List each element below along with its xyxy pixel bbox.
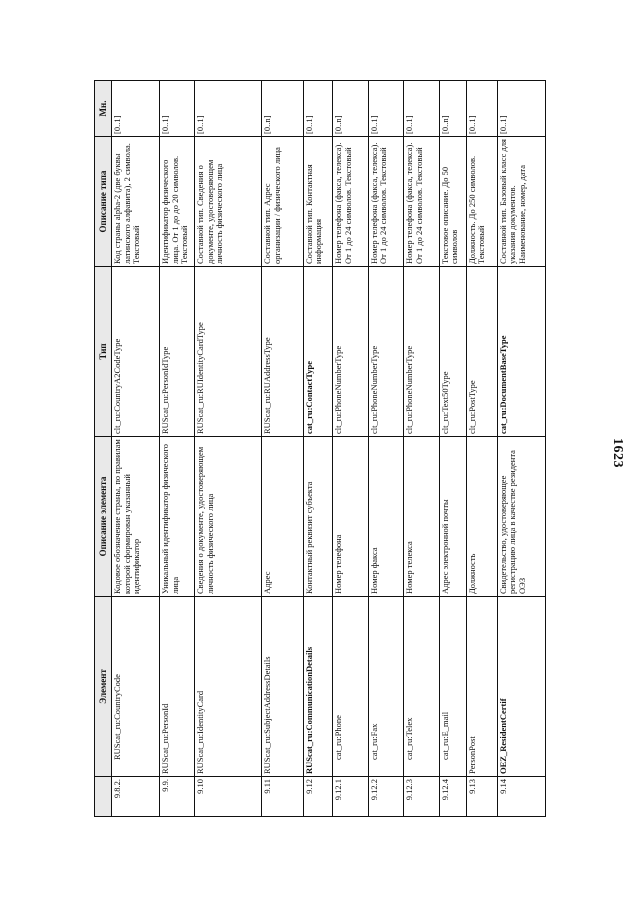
row-element: cat_ru:Telex — [404, 597, 439, 777]
page-number: 1623 — [610, 438, 625, 468]
row-element-desc: Свидетельство, удостоверяющее регистрацию лица в качестве резидента ОЭЗ — [497, 437, 545, 597]
row-element-desc: Кодовое обозначение страны, по правилам которой сформирован указанный идентификатор — [112, 437, 160, 597]
table-row — [303, 81, 332, 817]
table-row — [497, 81, 545, 817]
header-num — [95, 777, 112, 817]
row-element: RUScat_ru:PersonId — [159, 597, 194, 777]
row-type: clt_ru:CountryA2CodeType — [112, 267, 160, 437]
row-type-desc: Составной тип. Адрес организации / физического лица — [262, 137, 304, 267]
row-type: clt_ru:PostType — [466, 267, 497, 437]
row-multiplicity: [0..1] — [466, 81, 497, 137]
row-type: clt_ru:PhoneNumberType — [404, 267, 439, 437]
row-type-desc: Код страны alpha-2 (две буквы латинского алфавита), 2 символа. Текстовый — [112, 137, 160, 267]
table-row — [439, 81, 466, 817]
table-row — [333, 81, 368, 817]
row-multiplicity: [0..1] — [368, 81, 403, 137]
row-multiplicity: [0..1] — [497, 81, 545, 137]
row-element: OEZ_ResidentCertif — [497, 597, 545, 777]
table-row — [466, 81, 497, 817]
header-element: Элемент — [95, 597, 112, 777]
row-number: 9.14 — [497, 777, 545, 817]
row-multiplicity: [0..1] — [195, 81, 262, 137]
row-number: 9.12.4 — [439, 777, 466, 817]
row-type-desc: Составной тип. Базовый класс для указания документов. Наименование, номер, дата — [497, 137, 545, 267]
row-element-desc: Сведения о документе, удостоверяющем личность физического лица — [195, 437, 262, 597]
table-row — [404, 81, 439, 817]
row-element-desc: Номер телефона — [333, 437, 368, 597]
row-multiplicity: [0..n] — [262, 81, 304, 137]
row-multiplicity: [0..1] — [303, 81, 332, 137]
row-number: 9.12 — [303, 777, 332, 817]
row-type-desc: Номер телефона (факса, телекса). От 1 до 24 символов. Текстовый — [333, 137, 368, 267]
row-multiplicity: [0..n] — [333, 81, 368, 137]
row-number: 9.10 — [195, 777, 262, 817]
header-element-desc: Описание элемента — [95, 437, 112, 597]
row-type-desc: Составной тип. Сведения о документе, удостоверяющем личность физического лица — [195, 137, 262, 267]
row-multiplicity: [0..1] — [112, 81, 160, 137]
row-type-desc: Номер телефона (факса, телекса). От 1 до 24 символов. Текстовый — [404, 137, 439, 267]
row-type: clt_ru:PhoneNumberType — [368, 267, 403, 437]
row-type-desc: Составной тип. Контактная информация — [303, 137, 332, 267]
row-multiplicity: [0..1] — [404, 81, 439, 137]
row-type: clt_ru:Text50Type — [439, 267, 466, 437]
row-element: RUScat_ru:IdentityCard — [195, 597, 262, 777]
row-type: cat_ru:DocumentBaseType — [497, 267, 545, 437]
row-type: RUScat_ru:RUIdentityCardType — [195, 267, 262, 437]
row-element-desc: Номер телекса — [404, 437, 439, 597]
row-type-desc: Идентификатор физического лица. От 1 до до 20 символов. Текстовый — [159, 137, 194, 267]
table-row — [112, 81, 160, 817]
row-element-desc: Номер факса — [368, 437, 403, 597]
table-row — [368, 81, 403, 817]
row-element: RUScat_ru:CountryCode — [112, 597, 160, 777]
row-element: cat_ru:E_mail — [439, 597, 466, 777]
row-type-desc: Номер телефона (факса, телекса). От 1 до 24 символов. Текстовый — [368, 137, 403, 267]
row-element: RUScat_ru:SubjectAddressDetails — [262, 597, 304, 777]
row-number: 9.12.2 — [368, 777, 403, 817]
table-header-row — [95, 81, 112, 817]
row-element: RUScat_ru:CommunicationDetails — [303, 597, 332, 777]
row-element: PersonPost — [466, 597, 497, 777]
row-element: cat_ru:Fax — [368, 597, 403, 777]
row-number: 9.11 — [262, 777, 304, 817]
document-table — [94, 80, 546, 817]
row-number: 9.12.1 — [333, 777, 368, 817]
row-type: RUScat_ru:PersonIdType — [159, 267, 194, 437]
row-number: 9.8.2. — [112, 777, 160, 817]
row-number: 9.12.3 — [404, 777, 439, 817]
document-table-wrapper — [94, 81, 546, 817]
row-number: 9.13 — [466, 777, 497, 817]
header-type: Тип — [95, 267, 112, 437]
row-element-desc: Адрес электронной почты — [439, 437, 466, 597]
table-row — [262, 81, 304, 817]
row-element: cat_ru:Phone — [333, 597, 368, 777]
row-number: 9.9. — [159, 777, 194, 817]
table-row — [195, 81, 262, 817]
table-row — [159, 81, 194, 817]
row-type: cat_ru:ContactType — [303, 267, 332, 437]
row-type: RUScat_ru:RUAddressType — [262, 267, 304, 437]
row-type: clt_ru:PhoneNumberType — [333, 267, 368, 437]
row-element-desc: Должность — [466, 437, 497, 597]
row-multiplicity: [0..1] — [159, 81, 194, 137]
row-element-desc: Адрес — [262, 437, 304, 597]
row-type-desc: Текстовое описание. До 50 символов — [439, 137, 466, 267]
header-type-desc: Описание типа — [95, 137, 112, 267]
header-multiplicity: Мн. — [95, 81, 112, 137]
row-type-desc: Должность. До 250 символов. Текстовый — [466, 137, 497, 267]
row-element-desc: Контактный реквизит субъекта — [303, 437, 332, 597]
row-element-desc: Уникальный идентификатор физического лица — [159, 437, 194, 597]
row-multiplicity: [0..n] — [439, 81, 466, 137]
